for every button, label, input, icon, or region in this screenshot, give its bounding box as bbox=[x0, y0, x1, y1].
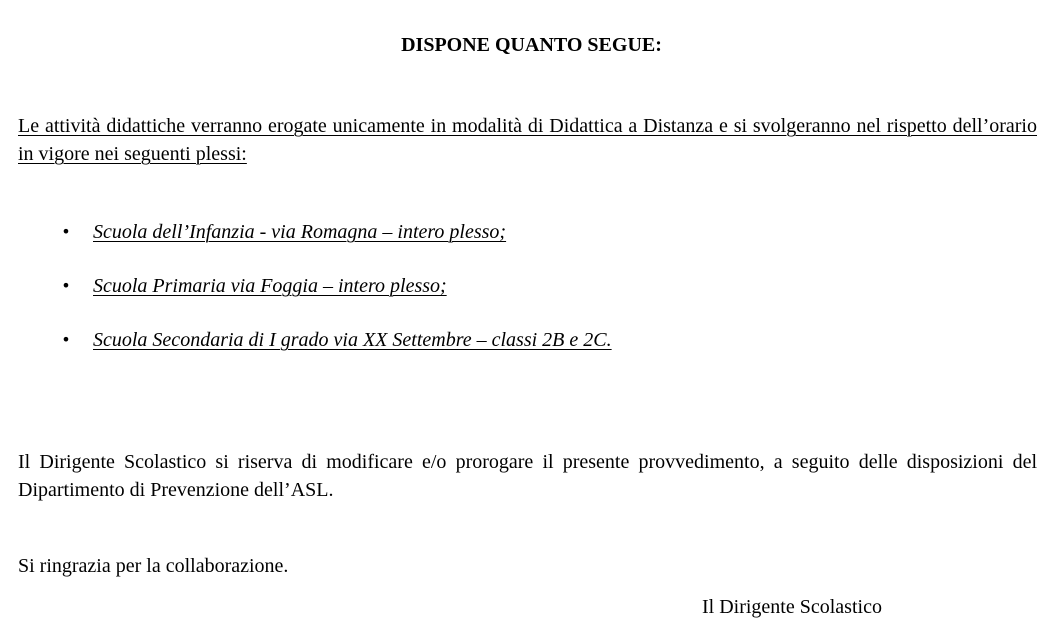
bullet-icon: • bbox=[61, 222, 71, 241]
reservation-paragraph: Il Dirigente Scolastico si riserva di modificare e/o prorogare il presente provvedimento, a seguito delle disposizioni del Dipartimento di Prevenzione dell’ASL. bbox=[18, 451, 1037, 501]
intro-paragraph: Le attività didattiche verranno erogate unicamente in modalità di Didattica a Distanza e si svolgeranno nel rispetto dell’orario in vigore nei seguenti plessi: bbox=[18, 115, 1037, 165]
list-item-text: Scuola dell’Infanzia - via Romagna – intero plesso; bbox=[93, 221, 507, 243]
list-item-text: Scuola Secondaria di I grado via XX Settembre – classi 2B e 2C. bbox=[93, 329, 612, 351]
bullet-icon: • bbox=[61, 276, 71, 295]
thanks-paragraph: Si ringrazia per la collaborazione. bbox=[18, 555, 289, 577]
bullet-icon: • bbox=[61, 330, 71, 349]
document-heading: DISPONE QUANTO SEGUE: bbox=[401, 34, 662, 56]
list-item-text: Scuola Primaria via Foggia – intero plesso; bbox=[93, 275, 447, 297]
signature-label: Il Dirigente Scolastico bbox=[702, 596, 882, 618]
